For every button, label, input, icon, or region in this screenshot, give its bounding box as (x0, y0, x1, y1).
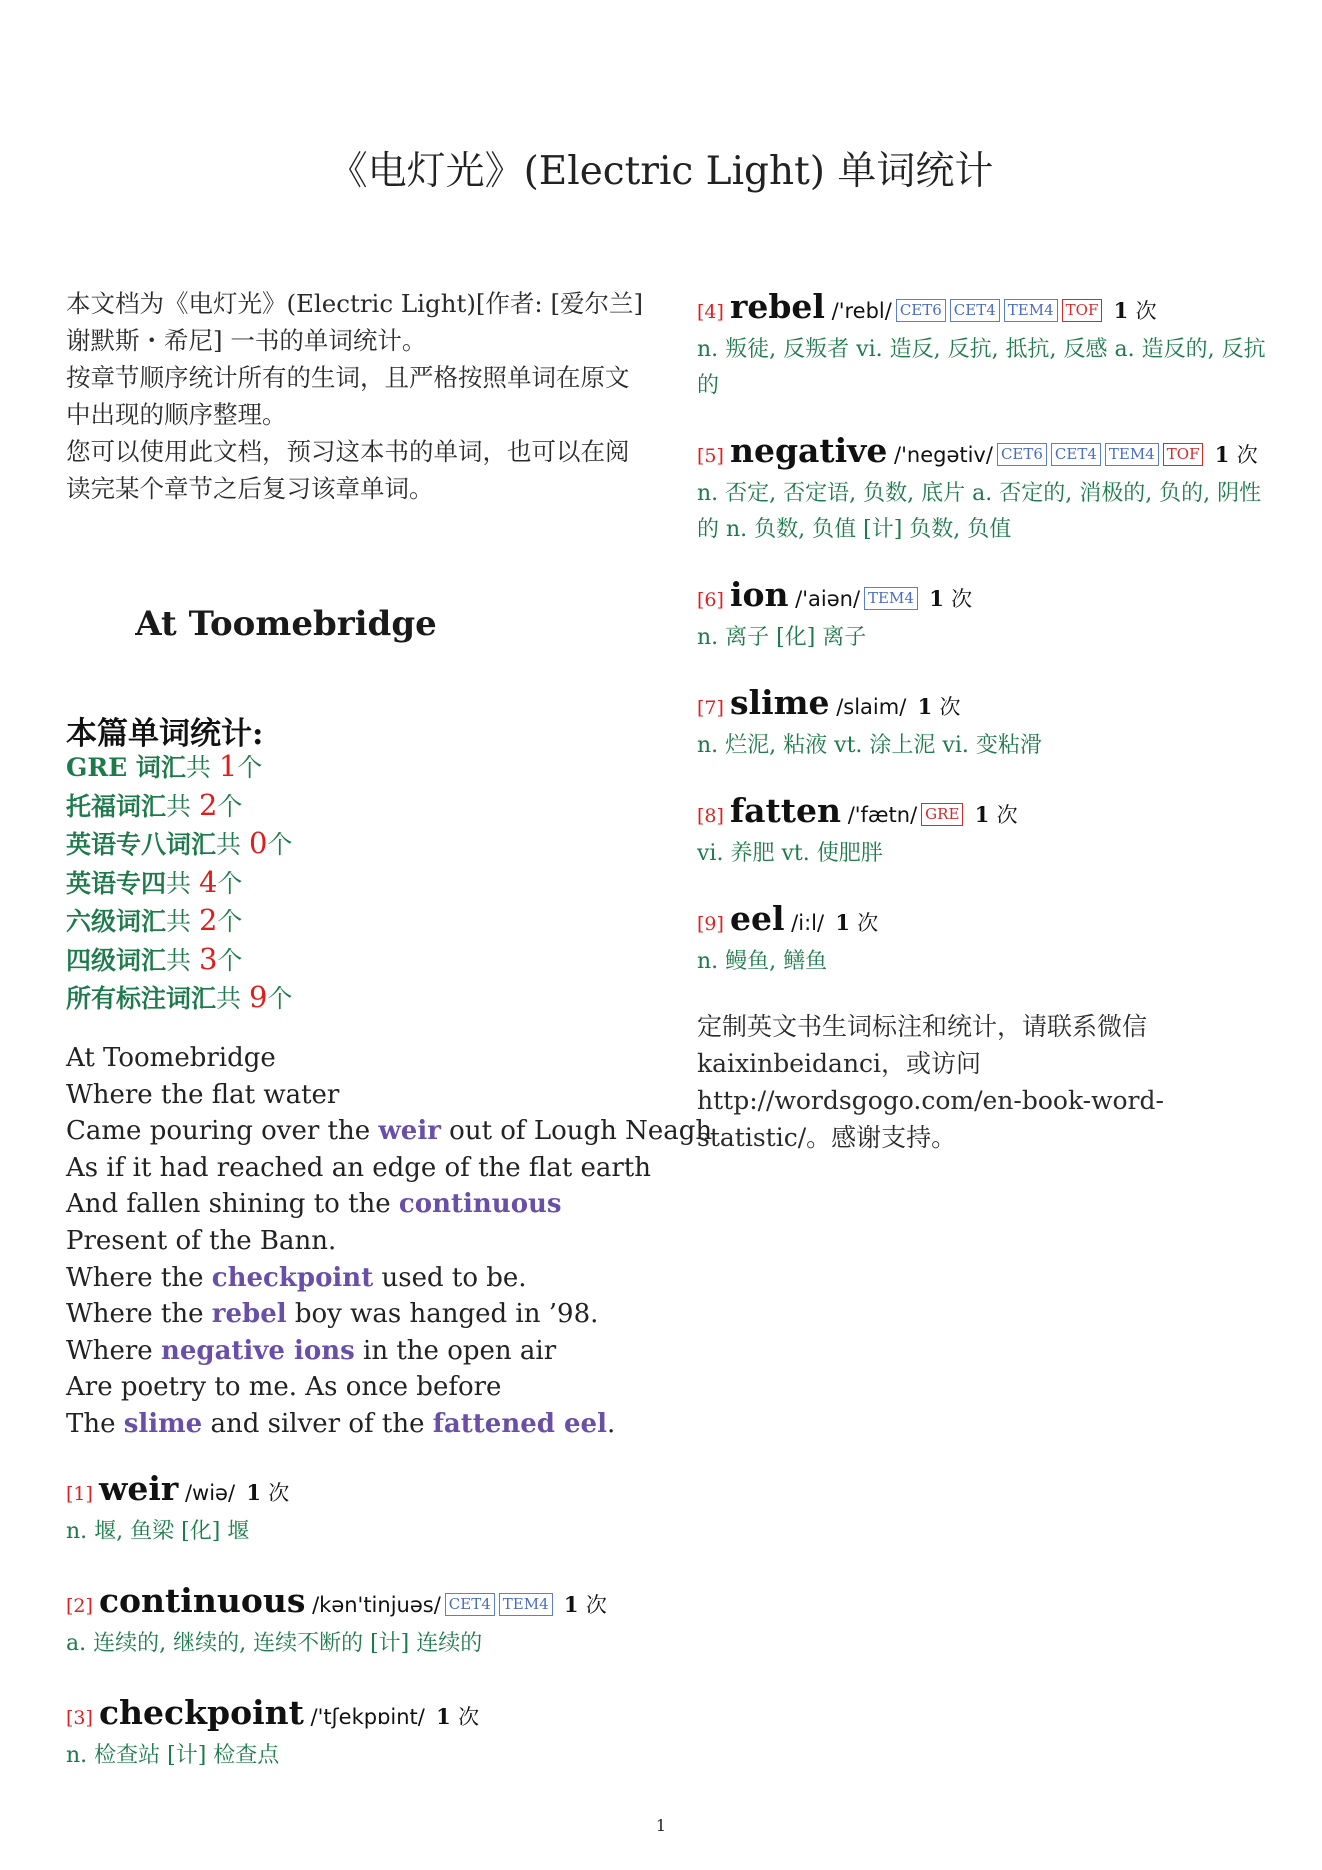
frequency-unit: 次 (585, 1593, 607, 1617)
stats-connector: 共 (216, 984, 249, 1013)
word-entry-head (697, 684, 1267, 728)
level-tag: TOF (1163, 443, 1204, 466)
headword: weir (98, 1469, 179, 1508)
level-tag: CET4 (1051, 443, 1101, 466)
highlighted-word: fattened eel (432, 1408, 607, 1439)
word-index: [5] (697, 445, 730, 467)
level-tag: GRE (921, 803, 963, 826)
word-entry (697, 684, 1267, 764)
word-entry-head (66, 1470, 646, 1514)
intro (66, 285, 646, 507)
level-tag: CET6 (896, 299, 946, 322)
frequency-count: 1 (428, 1704, 459, 1729)
frequency-count: 1 (967, 802, 997, 827)
stats-connector: 共 (216, 830, 249, 859)
word-entry (66, 1470, 646, 1550)
stats-unit: 个 (217, 791, 243, 821)
phonetic: /i:l/ (784, 911, 825, 935)
intro-paragraph: 本文档为《电灯光》(Electric Light)[作者: [爱尔兰] 谢默斯・希尼] 一书的单词统计。 (66, 289, 644, 355)
word-list-right (697, 288, 1267, 980)
stats-label: 托福词汇 (66, 791, 167, 821)
frequency-unit: 次 (857, 911, 879, 935)
word-index: [1] (66, 1483, 99, 1505)
right-column (697, 288, 1267, 1156)
stats-unit: 个 (217, 907, 243, 936)
frequency-unit: 次 (268, 1481, 290, 1505)
stats-label: 英语专八词汇 (66, 830, 217, 859)
definition: n. 堰, 鱼梁 [化] 堰 (66, 1519, 250, 1544)
poem-line: Where the flat water (66, 1079, 340, 1110)
level-tag: TEM4 (1004, 299, 1058, 322)
level-tag: CET4 (445, 1593, 495, 1616)
chapter-title: At Toomebridge (135, 604, 437, 644)
frequency-unit: 次 (458, 1705, 480, 1729)
level-tag: TEM4 (864, 587, 918, 610)
stats-connector: 共 (166, 791, 199, 821)
word-index: [3] (66, 1707, 99, 1729)
highlighted-word: slime (123, 1408, 203, 1439)
frequency-count: 1 (910, 694, 940, 719)
word-entry-head (697, 792, 1267, 836)
stats-count: 1 (218, 749, 238, 783)
stats-count: 9 (248, 980, 268, 1014)
level-tag: TEM4 (1105, 443, 1159, 466)
intro-paragraph: 按章节顺序统计所有的生词，且严格按照单词在原文中出现的顺序整理。 (66, 363, 630, 429)
definition: n. 烂泥, 粘液 vt. 涂上泥 vi. 变粘滑 (697, 733, 1042, 758)
definition: vi. 养肥 vt. 使肥胖 (697, 841, 883, 866)
stats-connector: 共 (166, 907, 199, 936)
poem (66, 1040, 712, 1443)
intro-paragraph: 您可以使用此文档，预习这本书的单词，也可以在阅读完某个章节之后复习该章单词。 (66, 437, 630, 503)
phonetic: /'aiən/ (788, 587, 861, 611)
highlighted-word: continuous (398, 1189, 562, 1220)
headword: rebel (729, 287, 825, 326)
frequency-unit: 次 (951, 587, 973, 611)
phonetic: /'rebl/ (824, 299, 892, 323)
stats-unit: 个 (217, 868, 243, 898)
stats-list (66, 748, 292, 1018)
headword: ion (729, 575, 789, 614)
word-entry-head (697, 900, 1267, 944)
frequency-unit: 次 (996, 803, 1018, 827)
poem-line: At Toomebridge (66, 1043, 276, 1073)
poem-line: The slime and silver of the fattened eel. (66, 1408, 616, 1439)
stats-line (66, 902, 292, 941)
stats-unit: 个 (217, 945, 243, 975)
headword: eel (729, 899, 785, 938)
headword: slime (729, 683, 830, 722)
definition: a. 连续的, 继续的, 连续不断的 [计] 连续的 (66, 1631, 483, 1656)
level-tag: TOF (1062, 299, 1103, 322)
phonetic: /kən'tinjuəs/ (305, 1593, 441, 1617)
word-index: [8] (697, 805, 730, 827)
word-entry (66, 1694, 646, 1774)
stats-label: 所有标注词汇 (66, 984, 217, 1013)
frequency-count: 1 (239, 1480, 269, 1505)
level-tag: CET4 (950, 299, 1000, 322)
word-entry (697, 792, 1267, 872)
word-entry (697, 432, 1267, 548)
page-title: 《电灯光》(Electric Light) 单词统计 (328, 149, 994, 194)
word-entry (697, 576, 1267, 656)
frequency-count: 1 (828, 910, 858, 935)
phonetic: /'fætn/ (841, 803, 918, 827)
stats-line (66, 825, 292, 864)
word-entry (66, 1582, 646, 1662)
word-entry-head (697, 288, 1267, 332)
stats-connector: 共 (166, 945, 199, 975)
stats-unit: 个 (267, 830, 293, 859)
word-index: [2] (66, 1595, 99, 1617)
word-entry (697, 288, 1267, 404)
stats-line (66, 864, 292, 903)
level-tag: TEM4 (499, 1593, 553, 1616)
frequency-count: 1 (556, 1592, 586, 1617)
definition: n. 离子 [化] 离子 (697, 625, 867, 650)
definition: n. 检查站 [计] 检查点 (66, 1743, 280, 1768)
page-number: 1 (655, 1816, 667, 1835)
frequency-count: 1 (921, 586, 952, 611)
stats-label: 四级词汇 (66, 945, 167, 975)
word-index: [4] (697, 301, 730, 323)
headword: continuous (98, 1581, 306, 1620)
stats-unit: 个 (237, 753, 263, 782)
frequency-count: 1 (1106, 298, 1136, 323)
stats-line (66, 787, 292, 826)
highlighted-word: weir (378, 1116, 441, 1147)
frequency-unit: 次 (939, 695, 961, 719)
contact-note: 定制英文书生词标注和统计，请联系微信 kaixinbeidanci，或访问 http://wordsgogo.com/en-book-word-statistic/。感谢支持。 (697, 1012, 1164, 1152)
highlighted-word: checkpoint (211, 1262, 374, 1293)
poem-line: Where negative ions in the open air (66, 1335, 557, 1366)
poem-line: Where the checkpoint used to be. (66, 1262, 527, 1293)
stats-heading: 本篇单词统计: (66, 716, 264, 752)
phonetic: /'tʃekpɒint/ (303, 1705, 425, 1729)
headword: fatten (729, 791, 842, 830)
stats-count: 2 (198, 903, 218, 937)
stats-count: 4 (198, 864, 218, 899)
definition: n. 否定, 否定语, 负数, 底片 a. 否定的, 消极的, 负的, 阴性的 n. 负数, 负值 [计] 负数, 负值 (697, 481, 1262, 542)
word-index: [9] (697, 913, 730, 935)
stats-count: 3 (198, 941, 218, 976)
definition: n. 叛徒, 反叛者 vi. 造反, 反抗, 抵抗, 反感 a. 造反的, 反抗的 (697, 337, 1266, 398)
poem-line: Where the rebel boy was hanged in ’98. (66, 1299, 599, 1330)
poem-line: And fallen shining to the continuous (66, 1189, 562, 1220)
frequency-count: 1 (1207, 442, 1237, 467)
stats-line (66, 748, 292, 787)
word-entry-head (66, 1694, 646, 1738)
word-index: [7] (697, 697, 730, 719)
stats-count: 2 (198, 787, 218, 822)
level-tag: CET6 (997, 443, 1047, 466)
word-entry-head (66, 1582, 646, 1626)
highlighted-word: negative ions (160, 1335, 355, 1366)
phonetic: /slaim/ (829, 695, 907, 719)
stats-connector: 共 (185, 753, 219, 782)
frequency-unit: 次 (1236, 443, 1258, 467)
stats-line (66, 941, 292, 980)
poem-line: Present of the Bann. (66, 1225, 337, 1256)
word-entry (697, 900, 1267, 980)
headword: checkpoint (98, 1693, 304, 1732)
frequency-unit: 次 (1135, 299, 1157, 323)
stats-label: GRE 词汇 (66, 753, 186, 782)
word-list-left (66, 1470, 646, 1806)
stats-unit: 个 (267, 984, 293, 1013)
stats-line (66, 979, 292, 1018)
poem-line: As if it had reached an edge of the flat earth (66, 1152, 651, 1183)
phonetic: /'negətiv/ (887, 443, 993, 467)
word-entry-head (697, 432, 1267, 476)
poem-line: Are poetry to me. As once before (66, 1372, 502, 1403)
stats-connector: 共 (166, 868, 199, 898)
poem-line: Came pouring over the weir out of Lough Neagh (66, 1116, 713, 1147)
phonetic: /wiə/ (178, 1481, 236, 1505)
word-entry-head (697, 576, 1267, 620)
stats-count: 0 (248, 826, 268, 860)
stats-label: 六级词汇 (66, 907, 167, 936)
stats-label: 英语专四 (66, 868, 167, 898)
word-index: [6] (697, 589, 730, 611)
definition: n. 鳗鱼, 鳝鱼 (697, 949, 828, 974)
headword: negative (729, 431, 888, 470)
highlighted-word: rebel (211, 1299, 287, 1330)
